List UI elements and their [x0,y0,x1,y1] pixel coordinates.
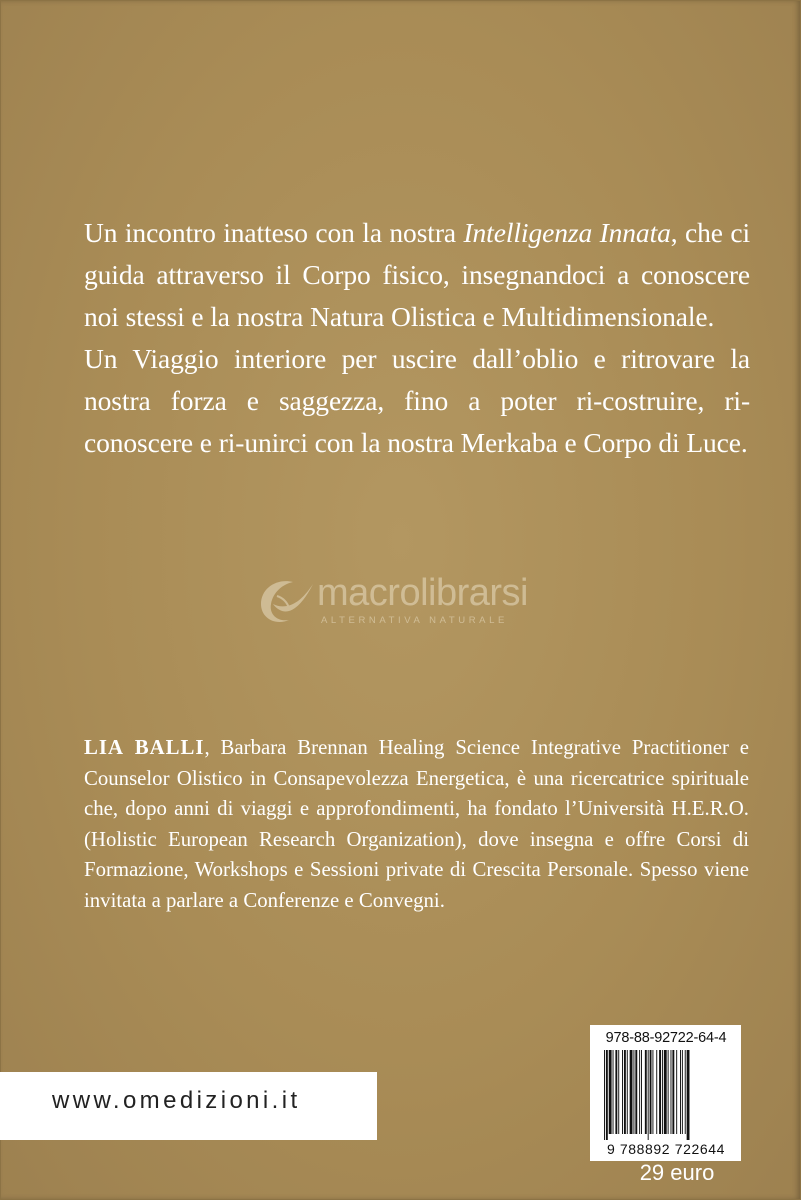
barcode-bar [650,1050,652,1134]
blurb-paragraph-1 [84,212,750,338]
barcode-bar [641,1050,642,1134]
watermark-name: macrolibrarsi [317,572,528,614]
website-link[interactable]: www.omedizioni.it [52,1087,301,1114]
barcode-bar [671,1050,672,1134]
barcode-digits-group-2: 722644 [674,1141,726,1157]
leaf-swirl-icon [255,574,317,626]
book-blurb [84,212,750,464]
blurb-paragraph-2: Un Viaggio interiore per uscire dall’oblio e ritrovare la nostra forza e saggezza, fino a poter ri-costruire, ri-conoscere e ri-unirci con la nostra Merkaba e Corpo di Luce. [84,343,750,458]
barcode-bar [685,1050,686,1134]
barcode [596,1050,736,1142]
barcode-bar [645,1050,647,1134]
barcode-bar [627,1050,628,1134]
barcode-bar [622,1050,623,1134]
barcode-bar [604,1050,605,1140]
barcode-bar [687,1050,690,1140]
author-name: LIA BALLI [84,736,205,759]
barcode-bar [630,1050,633,1134]
blurb-italic-term: Intelligenza Innata [463,217,671,248]
barcode-bar [680,1050,681,1134]
barcode-bar [656,1050,657,1134]
barcode-bar [635,1050,637,1134]
barcode-bar [633,1050,634,1134]
author-bio-text: , Barbara Brennan Healing Science Integrative Practitioner e Counselor Olistico in Consapevolezza Energetica, è una ricercatrice spirituale che, dopo anni di viaggi e approfondimenti, ha fondato l’Università H.E.R.O. (Holistic European Research Organization), dove insegna e offre Corsi di Formazione, Workshops e Sessioni private di Crescita Personale. Spesso viene invitata a parlare a Conferenze e Convegni. [84,736,750,912]
barcode-bar [615,1050,617,1134]
barcode-bar [668,1050,669,1134]
barcode-bar [652,1050,653,1134]
barcode-bar [648,1050,649,1140]
author-bio-paragraph [84,733,749,916]
barcode-bar [676,1050,677,1134]
barcode-bar [664,1050,667,1134]
blurb-text-start: Un incontro inatteso con la nostra [84,217,464,248]
barcode-bar [613,1050,614,1134]
barcode-digit-first: 9 [606,1141,616,1157]
barcode-bar [618,1050,619,1134]
barcode-bar [606,1050,608,1140]
barcode-digits [596,1141,736,1157]
author-bio [84,733,749,916]
price: 29 euro [639,1160,715,1185]
barcode-bar [662,1050,663,1134]
blurb-text-end: , che ci guida attraverso il Corpo fisico, insegnandoci a conoscere noi stessi e la nostra Natura Olistica e Multidimensionale. [84,217,751,332]
barcode-bar [624,1050,626,1134]
isbn-number: 978-88-92722-64-4 [605,1030,727,1046]
barcode-bar [659,1050,661,1134]
barcode-bar [672,1050,674,1134]
barcode-digits-group-1: 788892 [619,1141,671,1157]
barcode-bar [609,1050,612,1134]
macrolibrarsi-watermark [255,572,575,632]
watermark-tagline: ALTERNATIVA NATURALE [321,615,508,626]
barcode-bar [639,1050,640,1134]
barcode-bar [682,1050,683,1134]
